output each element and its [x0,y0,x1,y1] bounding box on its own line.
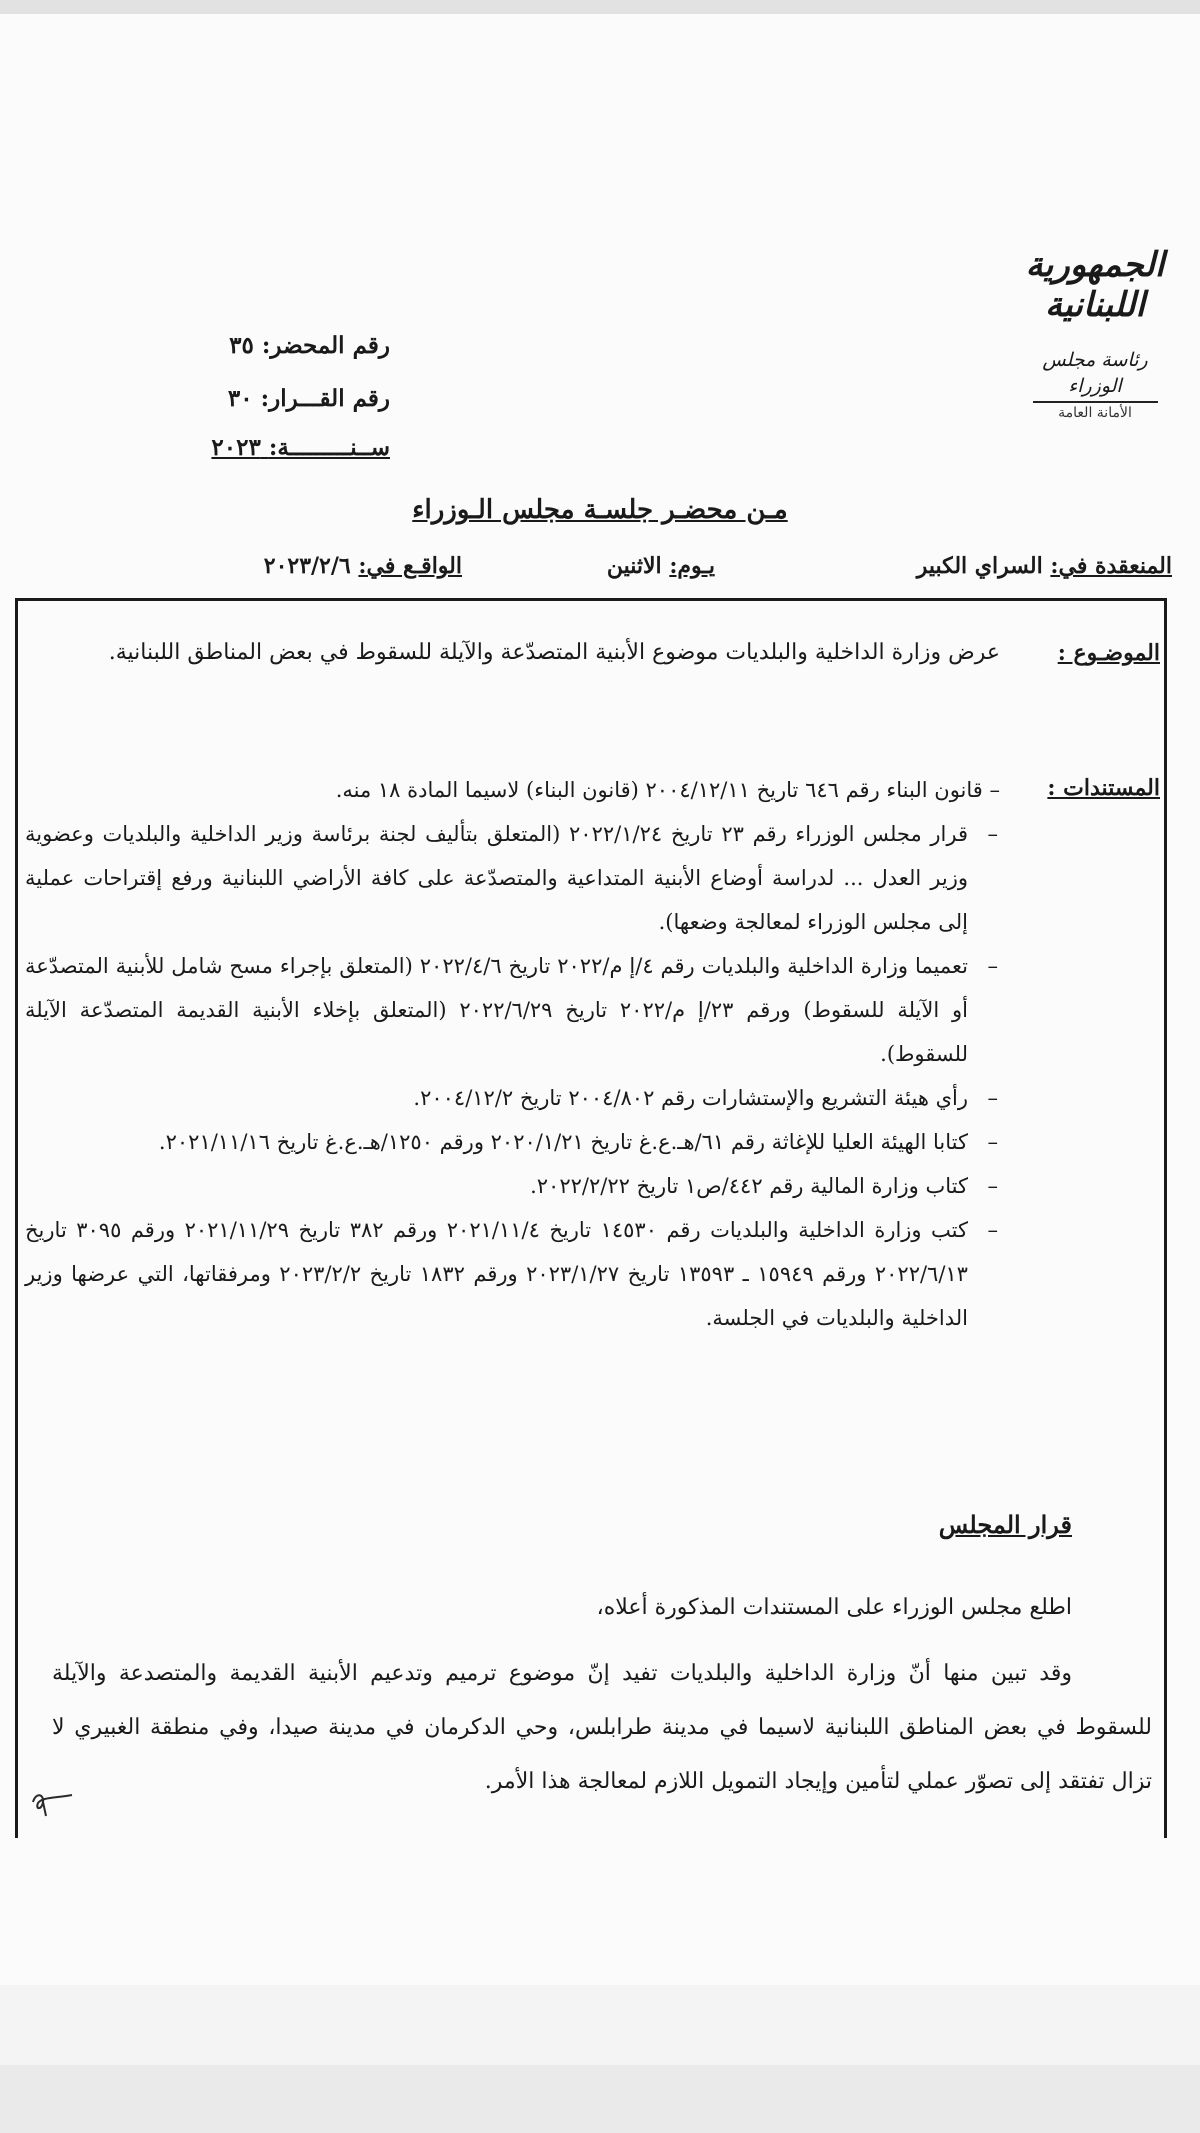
scan-margin [0,1985,1200,2065]
scan-top-edge [0,0,1200,14]
day-value: الاثنين [606,553,662,579]
decision-paragraph-2: وقد تبين منها أنّ وزارة الداخلية والبلديات تفيد إنّ موضوع ترميم وتدعيم الأبنية القديمة والمتصدعة والآيلة للسقوط في بعض المناطق اللبنانية لاسيما في مدينة طرابلس، وحي الدكرمان في مدينة صيدا، وفي منطقة الغبيري لا تزال تفتقد إلى تصوّر عملي لتأمين وإيجاد التمويل اللازم لمعالجة هذا الأمر. [52,1661,1152,1794]
scan-bottom-edge [0,2065,1200,2133]
list-item: – قانون البناء رقم ٦٤٦ تاريخ ٢٠٠٤/١٢/١١ (قانون البناء) لاسيما المادة ١٨ منه. [335,778,1000,802]
date-value: ٢٠٢٣/٢/٦ [263,553,351,579]
emblem-line-secretariat: الأمانة العامة [1058,405,1132,421]
day-label: يـوم: [669,553,715,579]
year-label: ســنـــــــــة: [268,434,390,461]
decision-paragraph-1: اطلع مجلس الوزراء على المستندات المذكورة أعلاه، [596,1595,1072,1620]
subject-text: عرض وزارة الداخلية والبلديات موضوع الأبنية المتصدّعة والآيلة للسقوط في بعض المناطق اللبنانية. [108,640,1000,665]
decision-number [228,385,390,412]
minutes-value: ٣٥ [229,332,254,359]
venue-value: السراي الكبير [916,553,1043,579]
decision-label: رقم القـــرار: [260,385,390,412]
list-item: – كتاب وزارة المالية رقم ٤٤٢/ص١ تاريخ ٢٠٢٢/٢/٢٢. [25,1164,1000,1208]
decision-heading: قرار المجلس [938,1510,1072,1539]
minutes-label: رقم المحضر: [261,332,390,359]
session-venue [917,553,1172,579]
document-title: مـن محضـر جلسـة مجلس الـوزراء [412,495,788,525]
letterhead-emblem [1020,245,1170,423]
emblem-line-presidency: رئاسة مجلس الوزراء [1042,349,1148,397]
date-label: الواقـع في: [358,553,462,579]
documents-list [25,768,1000,1340]
venue-label: المنعقدة في: [1050,553,1172,579]
decision-value: ٣٠ [227,385,253,412]
list-item: – كتابا الهيئة العليا للإغاثة رقم ٦١/هـ.ع.غ تاريخ ٢٠٢٠/١/٢١ ورقم ١٢٥٠/هـ.ع.غ تاريخ ٢٠٢١/١١/١٦. [25,1120,1000,1164]
list-item: – رأي هيئة التشريع والإستشارات رقم ٢٠٠٤/٨٠٢ تاريخ ٢٠٠٤/١٢/٢. [25,1076,1000,1120]
record-year [211,434,390,461]
signature-mark-icon [30,1788,76,1818]
emblem-line-lebanese: اللبنانية [1045,285,1145,325]
list-item: – قرار مجلس الوزراء رقم ٢٣ تاريخ ٢٠٢٢/١/٢٤ (المتعلق بتأليف لجنة برئاسة وزير الداخلية والبلديات وعضوية وزير العدل ... لدراسة أوضاع الأبنية المتداعية والمتصدّعة على كافة الأراضي اللبنانية ورفع إقتراحات عملية إلى مجلس الوزراء لمعالجة وضعها). [25,812,1000,944]
year-value: ٢٠٢٣ [211,434,261,461]
session-date [264,553,462,579]
documents-label: المستندات : [1047,775,1160,801]
session-day [607,553,715,579]
list-item: – كتب وزارة الداخلية والبلديات رقم ١٤٥٣٠ تاريخ ٢٠٢١/١١/٤ ورقم ٣٨٢ تاريخ ٢٠٢١/١١/٢٩ ورقم ٣٠٩٥ تاريخ ٢٠٢٢/٦/١٣ ورقم ١٥٩٤٩ ـ ١٣٥٩٣ تاريخ ٢٠٢٣/١/٢٧ ورقم ١٨٣٢ تاريخ ٢٠٢٣/٢/٢ ومرفقاتها، التي عرضها وزير الداخلية والبلديات في الجلسة. [25,1208,1000,1340]
subject-label: الموضـوع : [1057,640,1160,666]
minutes-number [229,332,390,359]
list-item: – تعميما وزارة الداخلية والبلديات رقم ٤/إ م/٢٠٢٢ تاريخ ٢٠٢٢/٤/٦ (المتعلق بإجراء مسح شامل للأبنية المتصدّعة أو الآيلة للسقوط) ورقم ٢٣/إ م/٢٠٢٢ تاريخ ٢٠٢٢/٦/٢٩ (المتعلق بإخلاء الأبنية القديمة المتصدّعة الآيلة للسقوط). [25,944,1000,1076]
emblem-line-republic: الجمهورية [1025,245,1165,285]
